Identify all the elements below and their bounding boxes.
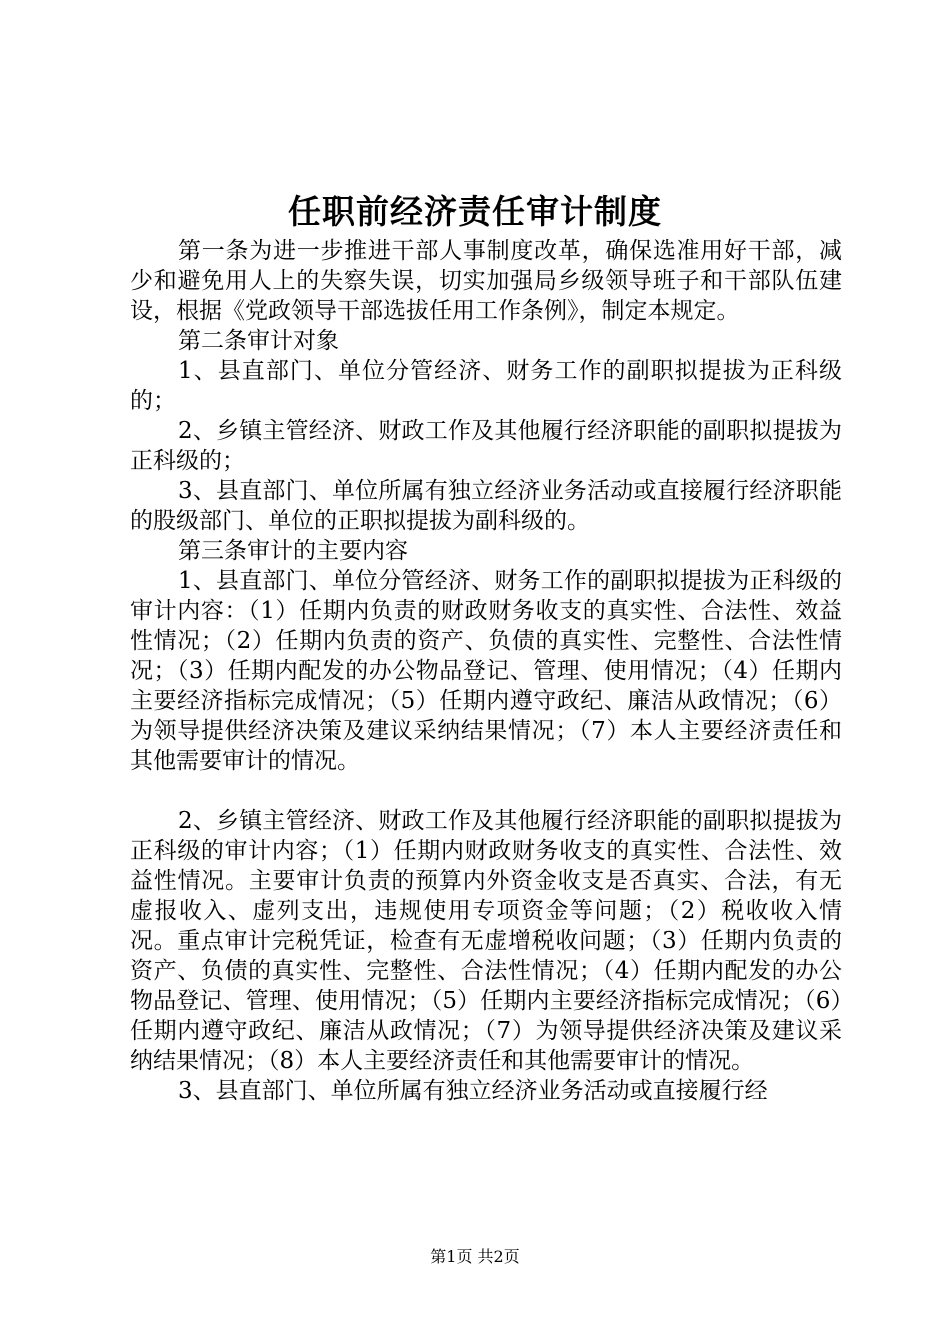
document-title: 任职前经济责任审计制度 (288, 192, 662, 231)
paragraph-spacer (130, 776, 842, 806)
audit-target-item-1: 1、县直部门、单位分管经济、财务工作的副职拟提拔为正科级的； (130, 358, 842, 414)
article-1-paragraph: 第一条为进一步推进干部人事制度改革，确保选准用好干部，减少和避免用人上的失察失误，切实加强局乡级领导班子和干部队伍建设，根据《党政领导干部选拔任用工作条例》，制定本规定。 (130, 238, 842, 324)
document-body (130, 236, 842, 1106)
audit-content-item-1: 1、县直部门、单位分管经济、财务工作的副职拟提拔为正科级的审计内容：（1）任期内负责的财政财务收支的真实性、合法性、效益性情况；（2）任期内负责的资产、负债的真实性、完整性、合法性情况；（3）任期内配发的办公物品登记、管理、使用情况；（4）任期内主要经济指标完成情况；（5）任期内遵守政纪、廉洁从政情况；（6）为领导提供经济决策及建议采纳结果情况；（7）本人主要经济责任和其他需要审计的情况。 (130, 568, 842, 774)
audit-content-item-2: 2、乡镇主管经济、财政工作及其他履行经济职能的副职拟提拔为正科级的审计内容；（1）任期内财政财务收支的真实性、合法性、效益性情况。主要审计负责的预算内外资金收支是否真实、合法，有无虚报收入、虚列支出，违规使用专项资金等问题；（2）税收收入情况。重点审计完税凭证，检查有无虚增税收问题；（3）任期内负责的资产、负债的真实性、完整性、合法性情况；（4）任期内配发的办公物品登记、管理、使用情况；（5）任期内主要经济指标完成情况；（6）任期内遵守政纪、廉洁从政情况；（7）为领导提供经济决策及建议采纳结果情况；（8）本人主要经济责任和其他需要审计的情况。 (130, 808, 842, 1074)
audit-target-item-2: 2、乡镇主管经济、财政工作及其他履行经济职能的副职拟提拔为正科级的； (130, 418, 842, 474)
article-2-heading: 第二条审计对象 (178, 328, 339, 354)
article-3-heading: 第三条审计的主要内容 (178, 538, 408, 564)
audit-content-item-3: 3、县直部门、单位所属有独立经济业务活动或直接履行经 (178, 1078, 768, 1104)
audit-target-item-3: 3、县直部门、单位所属有独立经济业务活动或直接履行经济职能的股级部门、单位的正职拟提拔为副科级的。 (130, 478, 842, 534)
page-number-footer: 第1页 共2页 (430, 1247, 520, 1266)
